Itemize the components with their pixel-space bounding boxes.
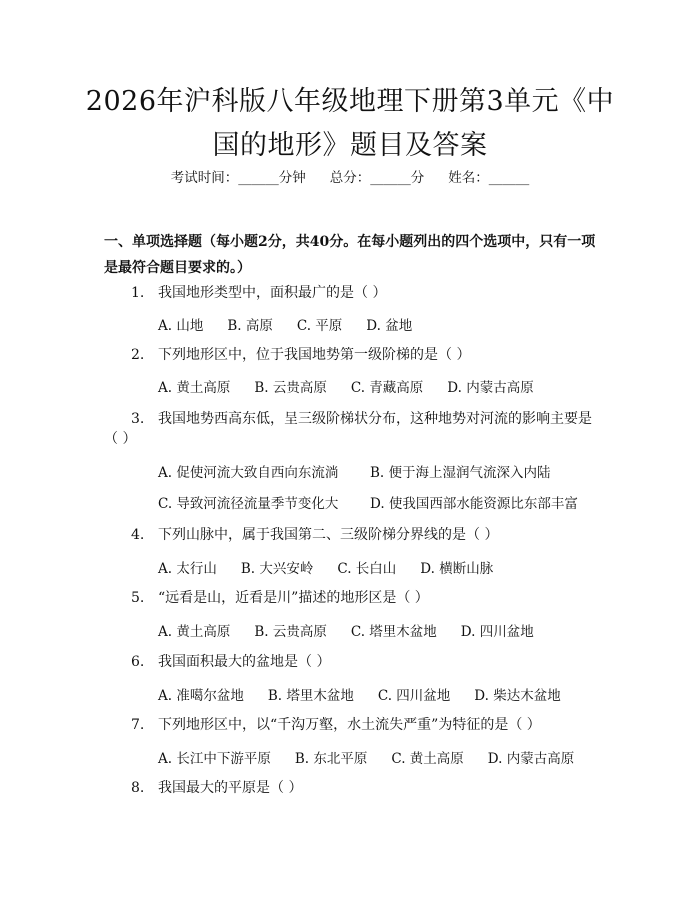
- option: C. 平原: [296, 318, 343, 334]
- question-3-options-row2: [158, 492, 578, 512]
- question-number: 4.: [131, 527, 145, 543]
- question-text: 我国最大的平原是（ ）: [158, 780, 303, 796]
- option: C. 四川盆地: [377, 688, 451, 704]
- question-number: 6.: [131, 654, 145, 670]
- question-4: [104, 522, 604, 548]
- question-6-options: [158, 684, 585, 704]
- question-text: “远看是山，近看是川”描述的地形区是（ ）: [158, 590, 429, 606]
- option: A. 山地: [158, 318, 204, 334]
- option: B. 高原: [227, 318, 273, 334]
- page-title: [60, 80, 640, 168]
- option: C. 青藏高原: [350, 380, 424, 396]
- exam-info: [0, 166, 700, 186]
- question-3-options-row1: [158, 461, 551, 481]
- option: A. 太行山: [158, 561, 217, 577]
- option: B. 东北平原: [294, 751, 368, 767]
- option: B. 大兴安岭: [240, 561, 314, 577]
- question-3-cont: [104, 426, 604, 452]
- question-1: [104, 280, 604, 306]
- title-line-2: 国的地形》题目及答案: [212, 130, 488, 161]
- option: D. 柴达木盆地: [474, 688, 561, 704]
- question-text: 我国面积最大的盆地是（ ）: [158, 654, 331, 670]
- question-4-options: [158, 557, 517, 577]
- section-heading-line-2: 是最符合题目要求的。）: [104, 260, 251, 276]
- question-5-options: [158, 620, 558, 640]
- question-5: [104, 585, 604, 611]
- option: A. 长江中下游平原: [158, 751, 271, 767]
- question-text: 我国地形类型中，面积最广的是（ ）: [158, 285, 387, 301]
- question-number: 3.: [131, 411, 145, 427]
- question-text: 下列地形区中，以“千沟万壑，水土流失严重”为特征的是（ ）: [158, 717, 541, 733]
- option: B. 塔里木盆地: [267, 688, 354, 704]
- option: D. 四川盆地: [460, 624, 534, 640]
- option: D. 内蒙古高原: [447, 380, 534, 396]
- question-number: 5.: [131, 590, 145, 606]
- option: C. 黄土高原: [391, 751, 464, 767]
- question-number: 2.: [131, 347, 145, 363]
- question-1-options: [158, 314, 436, 334]
- question-2-options: [158, 376, 558, 396]
- question-text: 我国地势西高东低，呈三级阶梯状分布，这种地势对河流的影响主要是: [158, 411, 592, 427]
- question-number: 7.: [131, 717, 145, 733]
- option: A. 准噶尔盆地: [158, 688, 244, 704]
- question-2: [104, 342, 604, 368]
- question-7-options: [158, 747, 598, 767]
- question-number: 8.: [131, 780, 145, 796]
- question-8: [104, 775, 604, 801]
- exam-score: 总分：______分: [329, 170, 425, 186]
- exam-name: 姓名：______: [448, 170, 530, 186]
- exam-time: 考试时间：______分钟: [170, 170, 306, 186]
- section-heading: [104, 229, 604, 281]
- option: D. 横断山脉: [420, 561, 494, 577]
- title-line-1: 2026年沪科版八年级地理下册第3单元《中: [85, 86, 615, 117]
- option: D. 内蒙古高原: [487, 751, 575, 767]
- option: D. 盆地: [366, 318, 413, 334]
- option: C. 塔里木盆地: [350, 624, 437, 640]
- option: C. 导致河流径流量季节变化大: [158, 496, 339, 512]
- option: D. 使我国西部水能资源比东部丰富: [370, 496, 578, 512]
- option: B. 云贵高原: [254, 380, 327, 396]
- question-text: 下列山脉中，属于我国第二、三级阶梯分界线的是（ ）: [158, 527, 499, 543]
- question-6: [104, 649, 604, 675]
- option: B. 便于海上湿润气流深入内陆: [370, 465, 551, 481]
- option: A. 黄土高原: [158, 380, 231, 396]
- option: C. 长白山: [337, 561, 397, 577]
- option: B. 云贵高原: [254, 624, 327, 640]
- question-7: [104, 712, 604, 738]
- question-text-cont: （ ）: [104, 431, 137, 447]
- question-text: 下列地形区中，位于我国地势第一级阶梯的是（ ）: [158, 347, 471, 363]
- option: A. 促使河流大致自西向东流淌: [158, 465, 339, 481]
- question-number: 1.: [131, 285, 145, 301]
- option: A. 黄土高原: [158, 624, 231, 640]
- section-heading-line-1: 一、单项选择题（每小题2分，共40分。在每小题列出的四个选项中，只有一项: [104, 234, 596, 250]
